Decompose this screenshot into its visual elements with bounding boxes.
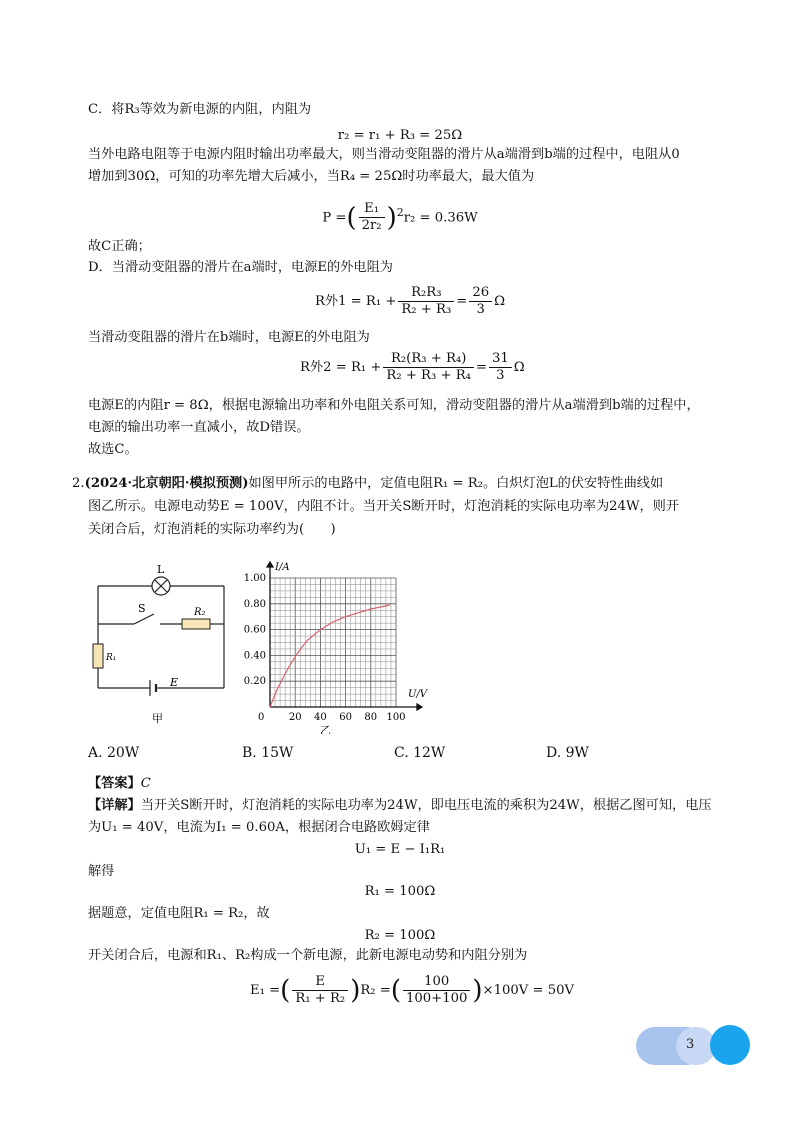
x-tick-label: 100 bbox=[386, 712, 406, 723]
equation-power: P =( $\frac{\text{E₁}}{\text{2r₂}}$ )$^2$r₂ = 0.36W bbox=[322, 201, 478, 234]
option-a: A. 20W bbox=[88, 745, 140, 761]
question-2-line-1: 2.(2024·北京朝阳·模拟预测)如图甲所示的电路中，定值电阻R₁ = R₂。白炽灯泡L的伏安特性曲线如 bbox=[72, 476, 664, 491]
y-tick-label: 1.00 bbox=[243, 573, 266, 584]
switch-label: S bbox=[138, 602, 146, 615]
origin-label: 0 bbox=[258, 712, 265, 723]
option-c-conclusion: 故C正确； bbox=[88, 239, 151, 254]
answer-tag-line: 【答案】C bbox=[88, 776, 151, 791]
question-2-line-2: 图乙所示。电源电动势E = 100V，内阻不计。当开关S断开时，灯泡消耗的实际电功率为24W，则开 bbox=[88, 499, 680, 514]
y-tick-label: 0.80 bbox=[243, 598, 266, 610]
detail-line-2: 为U₁ = 40V，电流为I₁ = 0.60A，根据闭合电路欧姆定律 bbox=[88, 820, 430, 835]
y-tick-label: 0.40 bbox=[243, 650, 266, 662]
page-number: 3 bbox=[686, 1037, 695, 1052]
detail-line-1: 【详解】当开关S断开时，灯泡消耗的实际电功率为24W，即电压电流的乘积为24W，根据乙图可知，电压 bbox=[88, 798, 712, 813]
equation-r-ext-1: R外1 = R₁ + $\frac{\text{R₂R₃}}{\text{R₂ + R₃}}$ = $\frac{26}{3}$ Ω bbox=[314, 285, 506, 317]
option-c: C. 12W bbox=[394, 745, 446, 761]
option-c-intro: C．将R₃等效为新电源的内阻，内阻为 bbox=[88, 102, 312, 117]
x-axis-label: U/V bbox=[408, 689, 428, 700]
option-d-text-1: 当滑动变阻器的滑片在b端时，电源E的外电阻为 bbox=[88, 330, 370, 345]
x-tick-label: 60 bbox=[339, 712, 352, 723]
y-axis-label: I/A bbox=[275, 562, 290, 573]
r1-label: R₁ bbox=[106, 653, 117, 663]
source-label: E bbox=[170, 676, 179, 689]
option-c-text-2: 增加到30Ω，可知的功率先增大后减小，当R₄ = 25Ω时功率最大，最大值为 bbox=[88, 169, 535, 184]
x-axis-arrow bbox=[417, 704, 422, 710]
y-tick-label: 0.20 bbox=[243, 676, 266, 688]
badge-circle bbox=[710, 1025, 750, 1065]
equation-r1: R₁ = 100Ω bbox=[364, 884, 436, 899]
circuit-caption: 甲 bbox=[152, 712, 163, 725]
iv-chart bbox=[236, 552, 436, 734]
equation-e1: E₁ =( $\frac{E}{\text{R₁ + R₂}}$ )R₂ =( $\frac{100}{100+100}$ )×100V = 50V bbox=[250, 974, 575, 1006]
option-d: D. 9W bbox=[546, 745, 589, 761]
x-tick-label: 20 bbox=[288, 712, 302, 723]
x-tick-label: 40 bbox=[314, 712, 327, 723]
page-number-badge bbox=[636, 1023, 756, 1067]
option-d-text-3: 电源的输出功率一直减小，故D错误。 bbox=[88, 420, 310, 435]
y-axis-arrow bbox=[267, 562, 273, 567]
resistor-r1 bbox=[93, 644, 103, 668]
detail-line-5: 开关闭合后，电源和R₁、R₂构成一个新电源，此新电源电动势和内阻分别为 bbox=[88, 948, 528, 963]
option-d-intro: D．当滑动变阻器的滑片在a端时，电源E的外电阻为 bbox=[88, 260, 393, 275]
equation-r2: r₂ = r₁ + R₃ = 25Ω bbox=[337, 128, 463, 143]
detail-line-3: 解得 bbox=[88, 864, 115, 879]
equation-r-ext-2: R外2 = R₁ + $\frac{\text{R₂(R₃ + R₄)}}{\text{R₂ + R₃ + R₄}}$ = $\frac{31}{3}$ Ω bbox=[300, 351, 525, 383]
answer-line: 故选C。 bbox=[88, 442, 138, 457]
circuit-diagram bbox=[90, 560, 230, 728]
chart-caption: 乙 bbox=[320, 724, 331, 734]
y-tick-label: 0.60 bbox=[243, 624, 266, 636]
lamp-label: L bbox=[157, 563, 165, 576]
question-2-line-3: 关闭合后，灯泡消耗的实际功率约为( ) bbox=[88, 522, 336, 537]
option-b: B. 15W bbox=[242, 745, 294, 761]
x-tick-label: 80 bbox=[364, 712, 378, 723]
iv-curve bbox=[270, 605, 390, 707]
equation-u1: U₁ = E − I₁R₁ bbox=[354, 842, 446, 857]
option-c-text-1: 当外电路电阻等于电源内阻时输出功率最大，则当滑动变阻器的滑片从a端滑到b端的过程中，电阻从0 bbox=[88, 147, 680, 162]
r2-label: R₂ bbox=[194, 607, 206, 618]
option-d-text-2: 电源E的内阻r = 8Ω，根据电源输出功率和外电阻关系可知，滑动变阻器的滑片从a端滑到b端的过程中， bbox=[88, 398, 700, 413]
resistor-r2 bbox=[182, 619, 210, 629]
equation-r2-value: R₂ = 100Ω bbox=[364, 928, 436, 943]
detail-line-4: 据题意，定值电阻R₁ = R₂，故 bbox=[88, 906, 270, 921]
